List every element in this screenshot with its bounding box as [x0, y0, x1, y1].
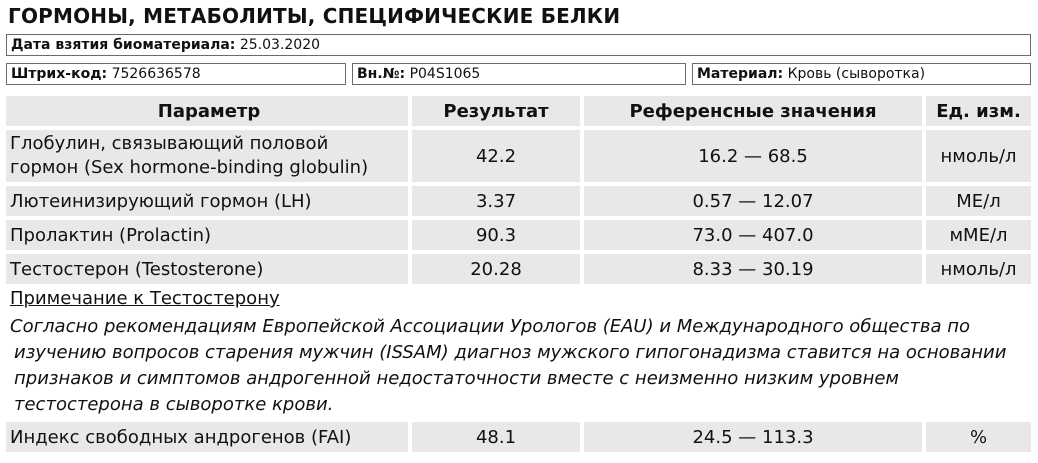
row-parameter: Лютеинизирующий гормон (LH) — [6, 186, 408, 216]
material-label: Материал: — [697, 66, 784, 82]
row-result: 42.2 — [412, 130, 580, 182]
row-reference: 16.2 — 68.5 — [584, 130, 922, 182]
table-row — [6, 130, 1031, 182]
row-reference: 73.0 — 407.0 — [584, 220, 922, 250]
row-parameter: Пролактин (Prolactin) — [6, 220, 408, 250]
table-row — [6, 220, 1031, 250]
barcode-field — [6, 63, 346, 85]
table-row — [6, 254, 1031, 284]
report-section-title: ГОРМОНЫ, МЕТАБОЛИТЫ, СПЕЦИФИЧЕСКИЕ БЕЛКИ — [8, 4, 621, 28]
sample-date-field — [6, 34, 1031, 56]
header-result: Результат — [412, 96, 580, 126]
row-unit: нмоль/л — [926, 254, 1031, 284]
row-result: 90.3 — [412, 220, 580, 250]
header-parameter: Параметр — [6, 96, 408, 126]
note-line: признаков и симптомов андрогенной недостаточности вместе с неизменно низким уровнем — [14, 368, 899, 389]
internal-number-value: P04S1065 — [409, 66, 481, 82]
sample-date-value: 25.03.2020 — [239, 37, 321, 53]
internal-number-label: Вн.№: — [357, 66, 406, 82]
material-value: Кровь (сыворотка) — [787, 66, 926, 82]
header-reference: Референсные значения — [584, 96, 922, 126]
sample-date-label: Дата взятия биоматериала: — [11, 37, 236, 53]
note-line: Согласно рекомендациям Европейской Ассоциации Урологов (EAU) и Международного общества по — [10, 316, 970, 337]
note-line: тестостерона в сыворотке крови. — [14, 394, 334, 415]
row-parameter: Индекс свободных андрогенов (FAI) — [6, 422, 408, 452]
row-reference: 24.5 — 113.3 — [584, 422, 922, 452]
row-unit: % — [926, 422, 1031, 452]
row-reference: 8.33 — 30.19 — [584, 254, 922, 284]
row-parameter-line1: Глобулин, связывающий половой — [10, 133, 329, 154]
row-parameter-line2: гормон (Sex hormone-binding globulin) — [10, 157, 369, 178]
row-reference: 0.57 — 12.07 — [584, 186, 922, 216]
table-row — [6, 422, 1031, 452]
row-unit: нмоль/л — [926, 130, 1031, 182]
row-parameter: Тестостерон (Testosterone) — [6, 254, 408, 284]
note-body — [10, 314, 1030, 418]
table-row — [6, 186, 1031, 216]
row-result: 3.37 — [412, 186, 580, 216]
table-header — [6, 96, 1031, 126]
row-result: 48.1 — [412, 422, 580, 452]
note-title: Примечание к Тестостерону — [10, 288, 280, 309]
row-unit: мМЕ/л — [926, 220, 1031, 250]
material-field — [692, 63, 1031, 85]
row-result: 20.28 — [412, 254, 580, 284]
barcode-value: 7526636578 — [111, 66, 201, 82]
barcode-label: Штрих-код: — [11, 66, 108, 82]
header-unit: Ед. изм. — [926, 96, 1031, 126]
row-unit: МЕ/л — [926, 186, 1031, 216]
internal-number-field — [352, 63, 686, 85]
note-line: изучению вопросов старения мужчин (ISSAM) диагноз мужского гипогонадизма ставится на основании — [14, 342, 1007, 363]
row-parameter — [6, 130, 408, 182]
